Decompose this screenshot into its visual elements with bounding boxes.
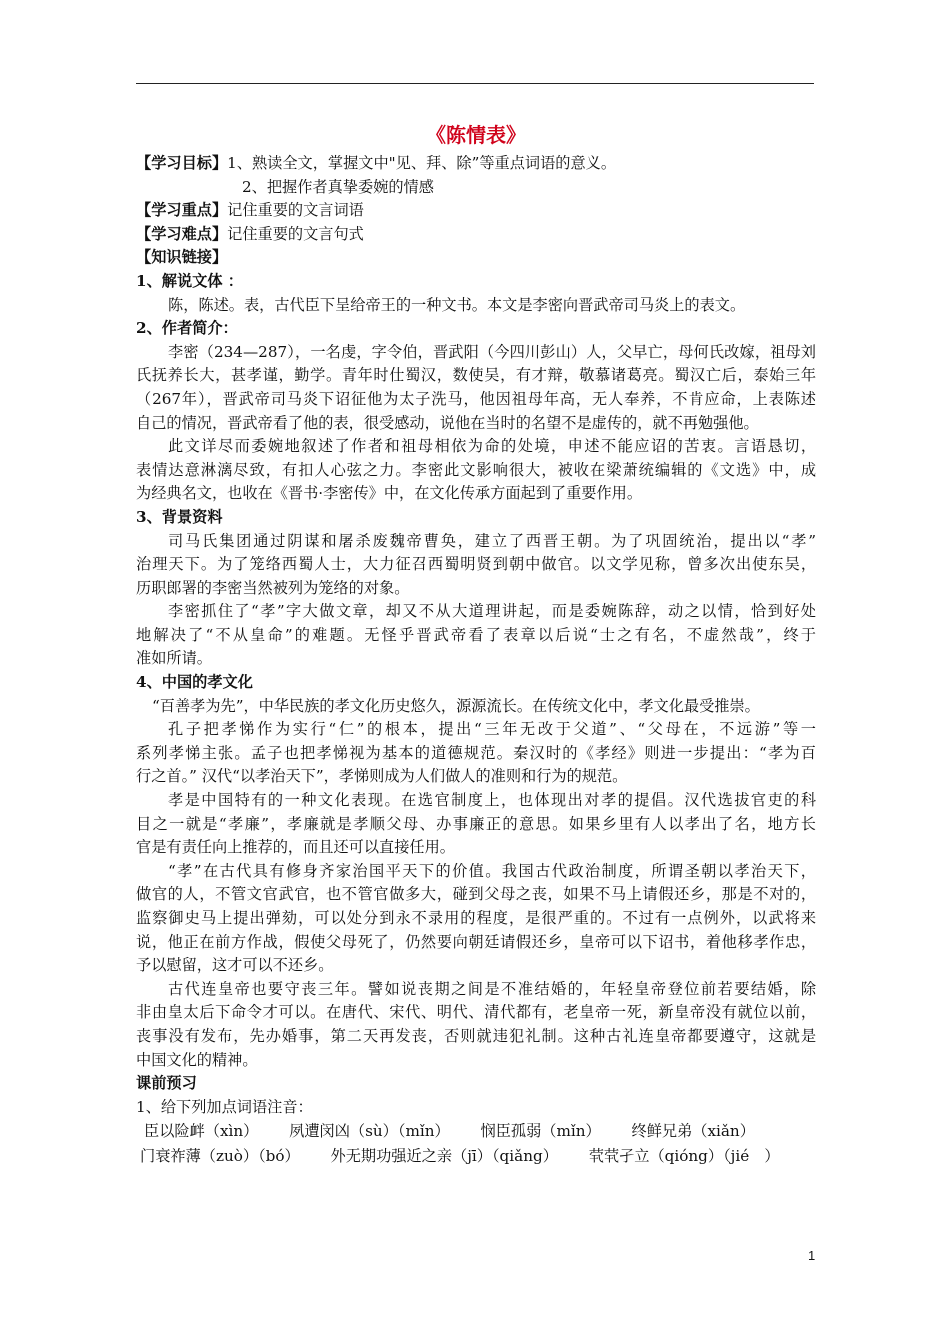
- paragraph-line: 予以慰留，这才可以不还乡。: [136, 956, 334, 975]
- section-1-text: 陈，陈述。表，古代臣下呈给帝王的一种文书。本文是李密向晋武帝司马炎上的表文。: [168, 295, 746, 314]
- focus-label: 【学习重点】: [136, 201, 228, 220]
- pinyin-item: 臣以险衅（xìn）: [144, 1122, 259, 1141]
- paragraph-line: “百善孝为先”，中华民族的孝文化历史悠久，源源流长。在传统文化中，孝文化最受推崇。: [152, 696, 760, 715]
- section-3-heading: 3、背景资料: [136, 507, 223, 526]
- paragraph-line: 系列孝悌主张。孟子也把孝悌视为基本的道德规范。秦汉时的《孝经》则进一步提出：“孝为百: [136, 743, 816, 762]
- paragraph-line: （267年），晋武帝司马炎下诏征他为太子洗马，他因祖母年高，无人奉养，不肯应命，上表陈述: [136, 389, 816, 408]
- goals-label: 【学习目标】: [136, 154, 228, 172]
- goals-item-1: 1、熟读全文，掌握文中"见、拜、除”等重点词语的意义。: [227, 154, 617, 172]
- paragraph-line: 非由皇太后下命令才可以。在唐代、宋代、明代、清代都有，老皇帝一死，新皇帝没有就位以前，: [136, 1003, 816, 1022]
- paragraph-line: 此文详尽而委婉地叙述了作者和祖母相依为命的处境，申述不能应诏的苦衷。言语恳切，: [168, 437, 816, 456]
- paragraph-line: 氏抚养长大，甚孝谨，勤学。青年时仕蜀汉，数使吴，有才辩，敬慕诸葛亮。蜀汉亡后，泰始三年: [136, 366, 816, 385]
- preview-heading: 课前预习: [136, 1074, 197, 1093]
- document-body: [136, 118, 816, 1169]
- paragraph-line: 古代连皇帝也要守丧三年。譬如说丧期之间是不准结婚的，年轻皇帝登位前若要结婚，除: [168, 979, 816, 998]
- preview-question-1: 1、给下列加点词语注音：: [136, 1097, 313, 1116]
- pinyin-row-2: [136, 1144, 816, 1169]
- difficulty-label: 【学习难点】: [136, 224, 228, 243]
- focus-line: [136, 199, 816, 223]
- paragraph-line: 官是有责任向上推荐的，而且还可以直接任用。: [136, 838, 455, 857]
- section-4-heading: 4、中国的孝文化: [136, 673, 253, 692]
- pinyin-item: 夙遭闵凶（sù）（mǐn）: [289, 1122, 450, 1141]
- pinyin-item: 外无期功强近之亲（jī）（qiǎng）: [330, 1147, 558, 1166]
- pinyin-item: 悯臣孤弱（mǐn）: [480, 1122, 601, 1141]
- paragraph-line: 丧事没有发布，先办婚事，第二天再发丧，否则就违犯礼制。这种古礼连皇帝都要遵守，这就是: [136, 1026, 816, 1045]
- paragraph-line: 说，他正在前方作战，假使父母死了，仍然要向朝廷请假还乡，皇帝可以下诏书，着他移孝作忠，: [136, 932, 816, 951]
- paragraph-line: 自己的情况，晋武帝看了他的表，很受感动，说他在当时的名望不是虚传的，就不再勉强他。: [136, 413, 759, 432]
- knowledge-label: 【知识链接】: [136, 248, 228, 267]
- section-1-heading: 1、解说文体 ：: [136, 271, 243, 290]
- page-title: 《陈情表》: [426, 123, 526, 147]
- pinyin-item: 茕茕孑立（qióng）（jié ）: [588, 1147, 780, 1166]
- paragraph-line: 孔子把孝悌作为实行“仁”的根本，提出“三年无改于父道”、“父母在，不远游”等一: [168, 720, 816, 739]
- paragraph-line: “孝”在古代具有修身齐家治国平天下的价值。我国古代政治制度，所谓圣朝以孝治天下，: [168, 861, 816, 880]
- section-2-heading: 2、作者简介：: [136, 319, 238, 338]
- paragraph-line: 李密抓住了“孝”字大做文章，却又不从大道理讲起，而是委婉陈辞，动之以情，恰到好处: [168, 602, 816, 621]
- paragraph-line: 为经典名文，也收在《晋书·李密传》中，在文化传承方面起到了重要作用。: [136, 484, 643, 503]
- goals-item-2: 2、把握作者真挚委婉的情感: [242, 177, 434, 196]
- paragraph-line: 治理天下。为了笼络西蜀人士，大力征召西蜀明贤到朝中做官。以文学见称，曾多次出使东吴，: [136, 555, 816, 574]
- difficulty-line: [136, 223, 816, 247]
- paragraph-line: 做官的人，不管文官武官，也不管官做多大，碰到父母之丧，如果不马上请假还乡，那是不对的，: [136, 885, 816, 904]
- paragraph-line: 监察御史马上提出弹劾，可以处分到永不录用的程度，是很严重的。不过有一点例外，以武将来: [136, 909, 816, 927]
- pinyin-row-1: [136, 1119, 816, 1144]
- paragraph-line: 孝是中国特有的一种文化表现。在选官制度上，也体现出对孝的提倡。汉代选拔官吏的科: [168, 791, 816, 810]
- paragraph-line: 准如所请。: [136, 649, 212, 668]
- paragraph-line: 表情达意淋漓尽致，有扣人心弦之力。李密此文影响很大，被收在梁萧统编辑的《文选》中，成: [136, 460, 816, 479]
- focus-text: 记住重要的文言词语: [227, 201, 364, 220]
- difficulty-text: 记住重要的文言句式: [227, 224, 364, 243]
- goals-line-1: [136, 152, 816, 176]
- paragraph-line: 历职郎署的李密当然被列为笼络的对象。: [136, 578, 410, 597]
- paragraph-line: 目之一就是“孝廉”，孝廉就是孝顺父母、办事廉正的意思。如果乡里有人以孝出了名，地方长: [136, 814, 816, 833]
- page-number: 1: [808, 1248, 816, 1263]
- paragraph-line: 司马氏集团通过阴谋和屠杀废魏帝曹奂，建立了西晋王朝。为了巩固统治，提出以“孝”: [168, 531, 816, 550]
- paragraph-line: 李密（234—287），一名虔，字令伯，晋武阳（今四川彭山）人，父早亡，母何氏改嫁，祖母刘: [168, 342, 816, 361]
- paragraph-line: 行之首。” 汉代“以孝治天下”，孝悌则成为人们做人的准则和行为的规范。: [136, 767, 628, 786]
- pinyin-item: 门衰祚薄（zuò）（bó）: [140, 1147, 300, 1166]
- pinyin-item: 终鲜兄弟（xiǎn）: [631, 1122, 755, 1141]
- paragraph-line: 中国文化的精神。: [136, 1050, 258, 1069]
- header-rule: [136, 83, 814, 84]
- paragraph-line: 地解决了“不从皇命”的难题。无怪乎晋武帝看了表章以后说“士之有名，不虚然哉”，终于: [136, 625, 816, 644]
